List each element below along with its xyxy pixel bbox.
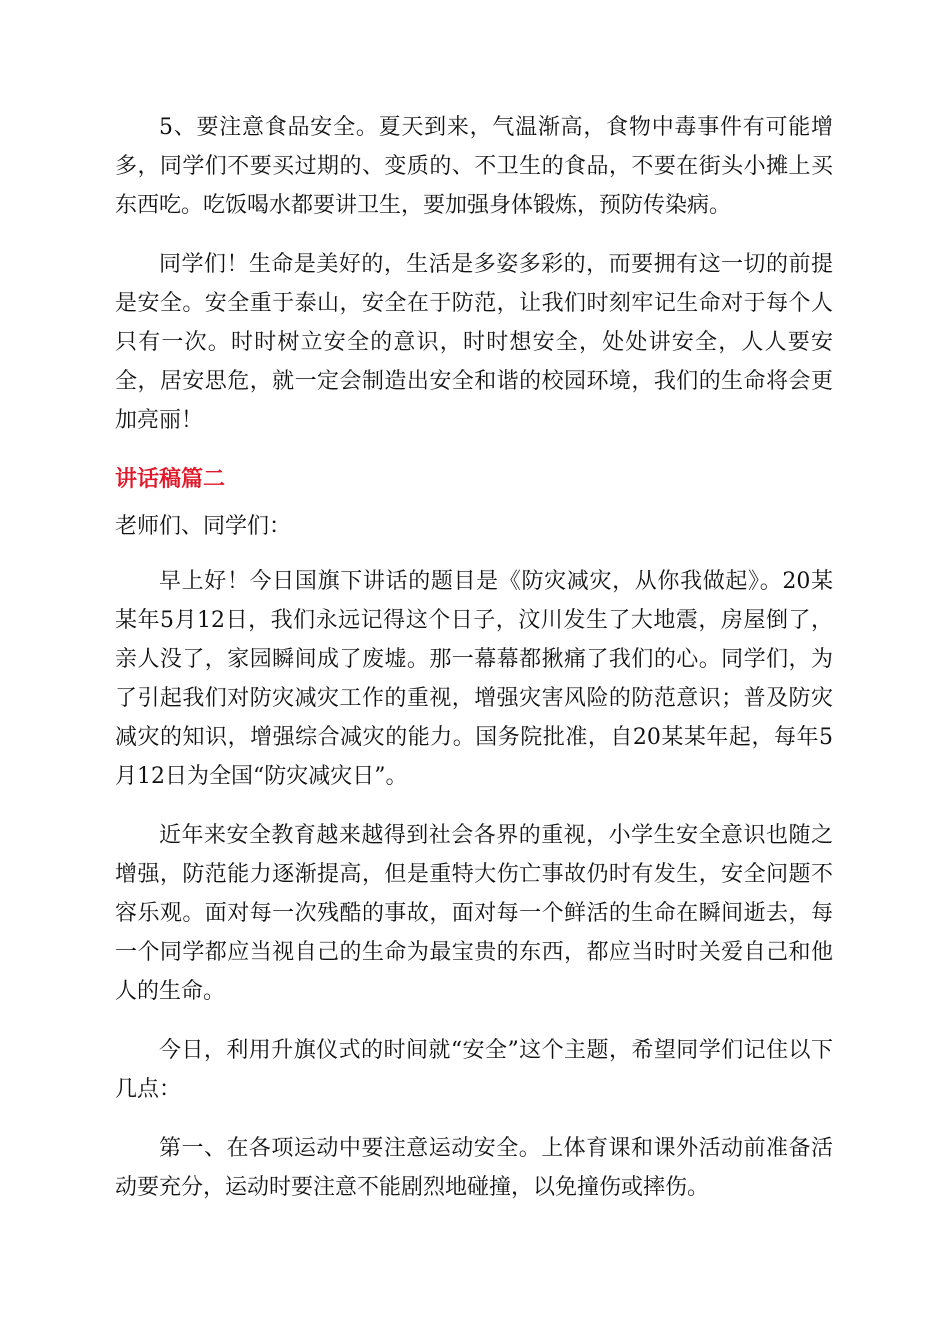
document-page xyxy=(115,108,833,1207)
paragraph-food-safety: 5、要注意食品安全。夏天到来，气温渐高，食物中毒事件有可能增多，同学们不要买过期的、变质的、不卫生的食品，不要在街头小摊上买东西吃。吃饭喝水都要讲卫生，要加强身体锻炼，预防传染病。 xyxy=(115,115,833,218)
paragraph-point-one: 第一、在各项运动中要注意运动安全。上体育课和课外活动前准备活动要充分，运动时要注意不能剧烈地碰撞，以免撞伤或摔伤。 xyxy=(115,1136,833,1200)
paragraph-safety-awareness: 近年来安全教育越来越得到社会各界的重视，小学生安全意识也随之增强，防范能力逐渐提高，但是重特大伤亡事故仍时有发生，安全问题不容乐观。面对每一次残酷的事故，面对每一个鲜活的生命在瞬间逝去，每一个同学都应当视自己的生命为最宝贵的东西，都应当时时关爱自己和他人的生命。 xyxy=(115,823,833,1004)
paragraph-closing-remarks: 同学们！生命是美好的，生活是多姿多彩的，而要拥有这一切的前提是安全。安全重于泰山，安全在于防范，让我们时刻牢记生命对于每个人只有一次。时时树立安全的意识，时时想安全，处处讲安全，人人要安全，居安思危，就一定会制造出安全和谐的校园环境，我们的生命将会更加亮丽！ xyxy=(115,252,833,433)
paragraph-flag-ceremony: 今日，利用升旗仪式的时间就“安全”这个主题，希望同学们记住以下几点： xyxy=(115,1038,833,1102)
paragraph-speech-intro: 早上好！今日国旗下讲话的题目是《防灾减灾，从你我做起》。20某某年5月12日，我们永远记得这个日子，汶川发生了大地震，房屋倒了，亲人没了，家园瞬间成了废墟。那一幕幕都揪痛了我们的心。同学们，为了引起我们对防灾减灾工作的重视，增强灾害风险的防范意识；普及防灾减灾的知识，增强综合减灾的能力。国务院批准，自20某某年起，每年5月12日为全国“防灾减灾日”。 xyxy=(115,569,833,789)
section-heading: 讲话稿篇二 xyxy=(115,467,226,492)
salutation: 老师们、同学们： xyxy=(115,514,292,539)
